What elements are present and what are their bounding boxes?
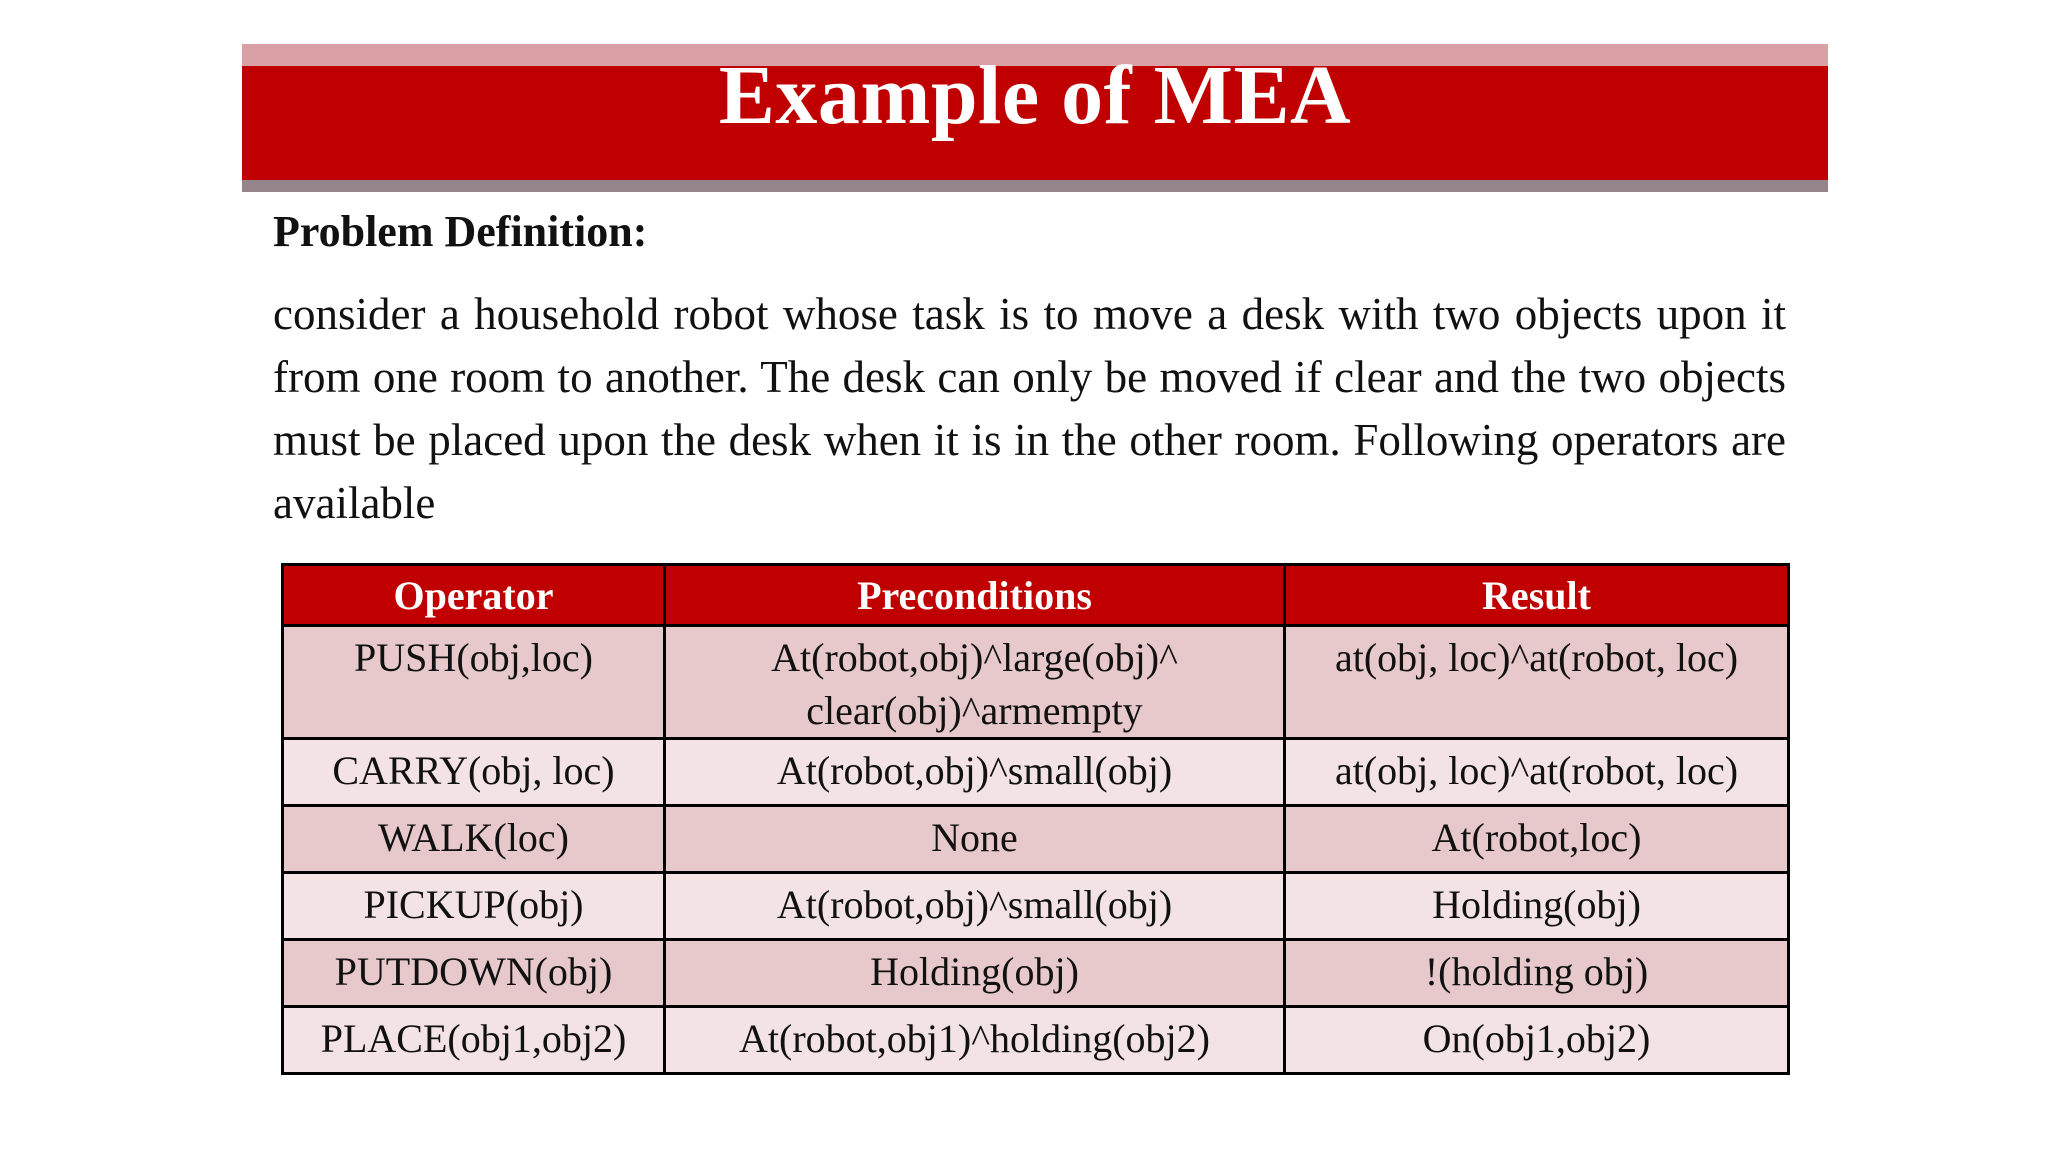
header-band	[242, 48, 1828, 180]
preconditions-cell: Holding(obj)	[665, 940, 1285, 1007]
problem-heading: Problem Definition:	[273, 207, 648, 256]
operator-cell: WALK(loc)	[283, 806, 665, 873]
slide-title: Example of MEA	[718, 48, 1352, 142]
table-row	[283, 739, 1789, 806]
operators-table	[281, 563, 1790, 1075]
result-cell: at(obj, loc)^at(robot, loc)	[1285, 739, 1789, 806]
table-row	[283, 806, 1789, 873]
operator-cell: PUTDOWN(obj)	[283, 940, 665, 1007]
table-row	[283, 1007, 1789, 1074]
problem-description: consider a household robot whose task is to move a desk with two objects upon it from one room to another. The desk can only be moved if clear and the two objects must be placed upon the desk when it is in the other room. Following operators are available	[273, 289, 1786, 528]
result-cell: at(obj, loc)^at(robot, loc)	[1285, 626, 1789, 739]
result-cell: Holding(obj)	[1285, 873, 1789, 940]
column-header-operator: Operator	[283, 565, 665, 626]
slide-header	[242, 44, 1828, 192]
operator-cell: PICKUP(obj)	[283, 873, 665, 940]
operator-cell: CARRY(obj, loc)	[283, 739, 665, 806]
table-header-row	[283, 565, 1789, 626]
preconditions-cell: None	[665, 806, 1285, 873]
column-header-preconditions: Preconditions	[665, 565, 1285, 626]
result-cell: At(robot,loc)	[1285, 806, 1789, 873]
table-row	[283, 626, 1789, 739]
table-row	[283, 873, 1789, 940]
preconditions-cell: At(robot,obj)^large(obj)^ clear(obj)^armempty	[665, 626, 1285, 739]
result-cell: On(obj1,obj2)	[1285, 1007, 1789, 1074]
table-row	[283, 940, 1789, 1007]
column-header-result: Result	[1285, 565, 1789, 626]
result-cell: !(holding obj)	[1285, 940, 1789, 1007]
preconditions-cell: At(robot,obj1)^holding(obj2)	[665, 1007, 1285, 1074]
header-bottom-stripe	[242, 180, 1828, 192]
operator-cell: PUSH(obj,loc)	[283, 626, 665, 739]
operator-cell: PLACE(obj1,obj2)	[283, 1007, 665, 1074]
preconditions-cell: At(robot,obj)^small(obj)	[665, 739, 1285, 806]
preconditions-cell: At(robot,obj)^small(obj)	[665, 873, 1285, 940]
